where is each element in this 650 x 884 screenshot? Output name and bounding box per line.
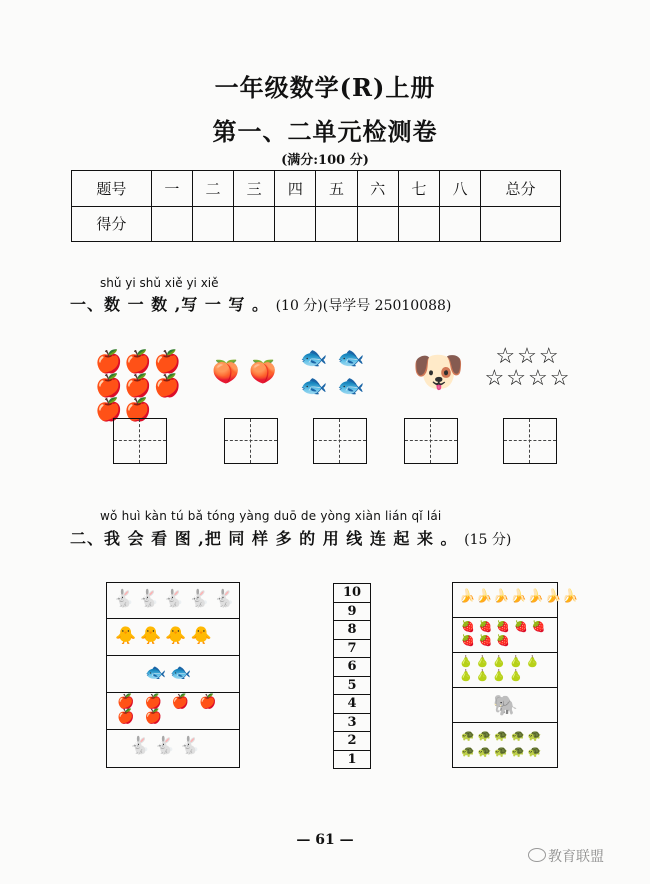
q2-right-row-1[interactable] <box>459 589 579 604</box>
elephant-icon: 🐘 <box>493 693 522 717</box>
turtle-icon: 🐢 <box>511 729 528 742</box>
score-input-cell[interactable] <box>481 206 561 242</box>
pear-icon: 🍐 <box>475 669 493 682</box>
q1-answer-box-3[interactable] <box>313 418 367 464</box>
peach-icon: 🍑 <box>249 360 277 385</box>
score-header-cell: 三 <box>234 171 275 207</box>
score-header-cell: 八 <box>439 171 480 207</box>
fish-icon: 🐟 <box>170 663 196 683</box>
star-icon: ☆ <box>528 366 550 391</box>
apple-icon: 🍎 <box>124 398 152 423</box>
pear-icon: 🍐 <box>459 655 476 668</box>
score-header-cell: 题号 <box>72 171 152 207</box>
chick-icon: 🐥 <box>140 626 166 646</box>
q2-left-picture-box <box>106 582 240 768</box>
score-input-cell[interactable] <box>275 206 316 242</box>
apple-icon: 🍎 <box>124 374 152 399</box>
score-row-label: 得分 <box>72 206 152 242</box>
apple-icon: 🍎 <box>95 398 123 423</box>
rabbit-icon: 🐇 <box>188 589 214 609</box>
q1-text: 一、数 一 数 ,写 一 写 。 <box>70 295 269 314</box>
q1-apple-group <box>95 352 187 422</box>
rabbit-icon: 🐇 <box>138 589 164 609</box>
turtle-icon: 🐢 <box>477 745 495 758</box>
turtle-icon: 🐢 <box>461 745 478 758</box>
q2-number-column <box>333 583 371 769</box>
full-score-note: (满分:100 分) <box>281 153 369 168</box>
rabbit-icon: 🐇 <box>129 736 155 756</box>
star-icon: ☆ <box>484 366 507 391</box>
banana-icon: 🍌 <box>493 589 511 604</box>
q2-text: 二、我 会 看 图 ,把 同 样 多 的 用 线 连 起 来 。 <box>70 529 458 548</box>
star-icon: ☆ <box>506 366 528 391</box>
apple-icon: 🍎 <box>144 694 172 710</box>
q2-pinyin: wǒ huì kàn tú bǎ tóng yàng duō de yòng xiàn lián qǐ lái <box>100 509 442 523</box>
q1-pinyin: shǔ yi shǔ xiě yi xiě <box>100 276 219 290</box>
score-header-cell: 四 <box>275 171 316 207</box>
watermark: 教育联盟 <box>548 849 604 865</box>
rabbit-icon: 🐇 <box>179 736 205 756</box>
q1-answer-box-5[interactable] <box>503 418 557 464</box>
q1-dog-group <box>412 348 464 396</box>
page-number: — 61 — <box>296 832 354 848</box>
number-cell[interactable]: 7 <box>334 639 370 658</box>
rabbit-icon: 🐇 <box>213 589 239 609</box>
apple-icon: 🍎 <box>171 694 200 710</box>
score-header-cell: 二 <box>192 171 233 207</box>
chick-icon: 🐥 <box>165 626 191 646</box>
q2-left-row-1[interactable] <box>113 589 239 609</box>
strawberry-icon: 🍓 <box>478 634 497 647</box>
chick-icon: 🐥 <box>190 626 216 646</box>
banana-icon: 🍌 <box>510 589 528 604</box>
fish-icon: 🐟 <box>300 374 328 399</box>
score-header-cell: 六 <box>357 171 398 207</box>
q1-peach-group <box>212 362 277 384</box>
pear-icon: 🍐 <box>492 669 510 682</box>
star-icon: ☆ <box>495 344 518 369</box>
score-header-cell: 五 <box>316 171 357 207</box>
score-header-cell: 七 <box>398 171 439 207</box>
rabbit-icon: 🐇 <box>113 589 139 609</box>
score-header-cell: 总分 <box>481 171 561 207</box>
pear-icon: 🍐 <box>509 655 526 668</box>
q2-left-row-4[interactable] <box>117 695 227 725</box>
number-cell[interactable]: 5 <box>334 676 370 695</box>
banana-icon: 🍌 <box>562 589 580 604</box>
score-input-cell[interactable] <box>357 206 398 242</box>
strawberry-icon: 🍓 <box>496 634 515 647</box>
q1-answer-box-2[interactable] <box>224 418 278 464</box>
q1-points: (10 分)(导学号 25010088) <box>275 298 452 314</box>
apple-icon: 🍎 <box>95 374 123 399</box>
number-cell[interactable]: 4 <box>334 694 370 713</box>
banana-icon: 🍌 <box>476 589 494 604</box>
score-input-cell[interactable] <box>316 206 357 242</box>
score-table-header-row <box>72 171 561 207</box>
strawberry-icon: 🍓 <box>461 634 479 647</box>
star-icon: ☆ <box>549 366 572 391</box>
pear-icon: 🍐 <box>525 655 543 668</box>
pear-icon: 🍐 <box>492 655 510 668</box>
wechat-icon <box>528 848 546 862</box>
number-cell[interactable]: 9 <box>334 602 370 621</box>
apple-icon: 🍎 <box>144 709 172 725</box>
q1-fish-group <box>300 348 380 398</box>
strawberry-icon: 🍓 <box>496 620 515 633</box>
q2-right-row-3[interactable] <box>459 655 553 683</box>
turtle-icon: 🐢 <box>511 745 528 758</box>
score-input-cell[interactable] <box>398 206 439 242</box>
strawberry-icon: 🍓 <box>514 620 532 633</box>
q2-right-row-2[interactable] <box>461 620 553 648</box>
dog-icon: 🐶 <box>412 347 465 396</box>
score-input-cell[interactable] <box>192 206 233 242</box>
turtle-icon: 🐢 <box>477 729 495 742</box>
number-cell[interactable]: 2 <box>334 731 370 750</box>
apple-icon: 🍎 <box>117 694 145 710</box>
rabbit-icon: 🐇 <box>154 736 180 756</box>
number-cell[interactable]: 1 <box>334 750 370 769</box>
number-cell[interactable]: 6 <box>334 657 370 676</box>
strawberry-icon: 🍓 <box>531 620 550 633</box>
score-input-cell[interactable] <box>439 206 480 242</box>
score-table-row <box>72 206 561 242</box>
fish-icon: 🐟 <box>145 663 171 683</box>
pear-icon: 🍐 <box>509 669 526 682</box>
page-title: 一年级数学(R)上册 <box>214 73 436 102</box>
fish-icon: 🐟 <box>337 346 365 371</box>
turtle-icon: 🐢 <box>494 745 512 758</box>
q2-left-row-5[interactable] <box>129 736 205 756</box>
page-subtitle: 第一、二单元检测卷 <box>212 117 438 146</box>
apple-icon: 🍎 <box>153 374 182 399</box>
pear-icon: 🍐 <box>459 669 476 682</box>
turtle-icon: 🐢 <box>461 729 478 742</box>
banana-icon: 🍌 <box>544 589 563 604</box>
score-input-cell[interactable] <box>234 206 275 242</box>
q2-right-row-5[interactable] <box>461 728 555 760</box>
star-icon: ☆ <box>538 344 561 369</box>
strawberry-icon: 🍓 <box>478 620 497 633</box>
fish-icon: 🐟 <box>300 346 328 371</box>
number-cell[interactable]: 3 <box>334 713 370 732</box>
banana-icon: 🍌 <box>459 589 477 604</box>
rabbit-icon: 🐇 <box>163 589 189 609</box>
apple-icon: 🍎 <box>117 709 145 725</box>
q1-answer-box-1[interactable] <box>113 418 167 464</box>
chick-icon: 🐥 <box>115 626 141 646</box>
star-icon: ☆ <box>517 344 539 369</box>
number-cell[interactable]: 10 <box>342 585 362 600</box>
strawberry-icon: 🍓 <box>461 620 479 633</box>
q2-points: (15 分) <box>464 532 512 548</box>
turtle-icon: 🐢 <box>494 729 512 742</box>
banana-icon: 🍌 <box>527 589 545 604</box>
q1-prompt <box>70 292 451 315</box>
q2-prompt <box>70 526 511 549</box>
q2-left-row-2[interactable] <box>115 626 216 646</box>
q1-star-group <box>478 346 578 390</box>
turtle-icon: 🐢 <box>527 729 545 742</box>
fish-icon: 🐟 <box>337 374 365 399</box>
score-header-cell: 一 <box>151 171 192 207</box>
apple-icon: 🍎 <box>153 350 182 375</box>
turtle-icon: 🐢 <box>527 745 545 758</box>
apple-icon: 🍎 <box>199 694 227 710</box>
q2-right-picture-box <box>452 582 580 768</box>
q1-answer-box-4[interactable] <box>404 418 458 464</box>
q2-right-row-4[interactable] <box>493 693 522 717</box>
peach-icon: 🍑 <box>212 360 240 385</box>
score-table <box>71 170 561 242</box>
score-input-cell[interactable] <box>151 206 192 242</box>
apple-icon: 🍎 <box>124 350 152 375</box>
q2-left-row-3[interactable] <box>145 663 195 683</box>
number-cell[interactable]: 8 <box>334 620 370 639</box>
pear-icon: 🍐 <box>475 655 493 668</box>
apple-icon: 🍎 <box>95 350 123 375</box>
